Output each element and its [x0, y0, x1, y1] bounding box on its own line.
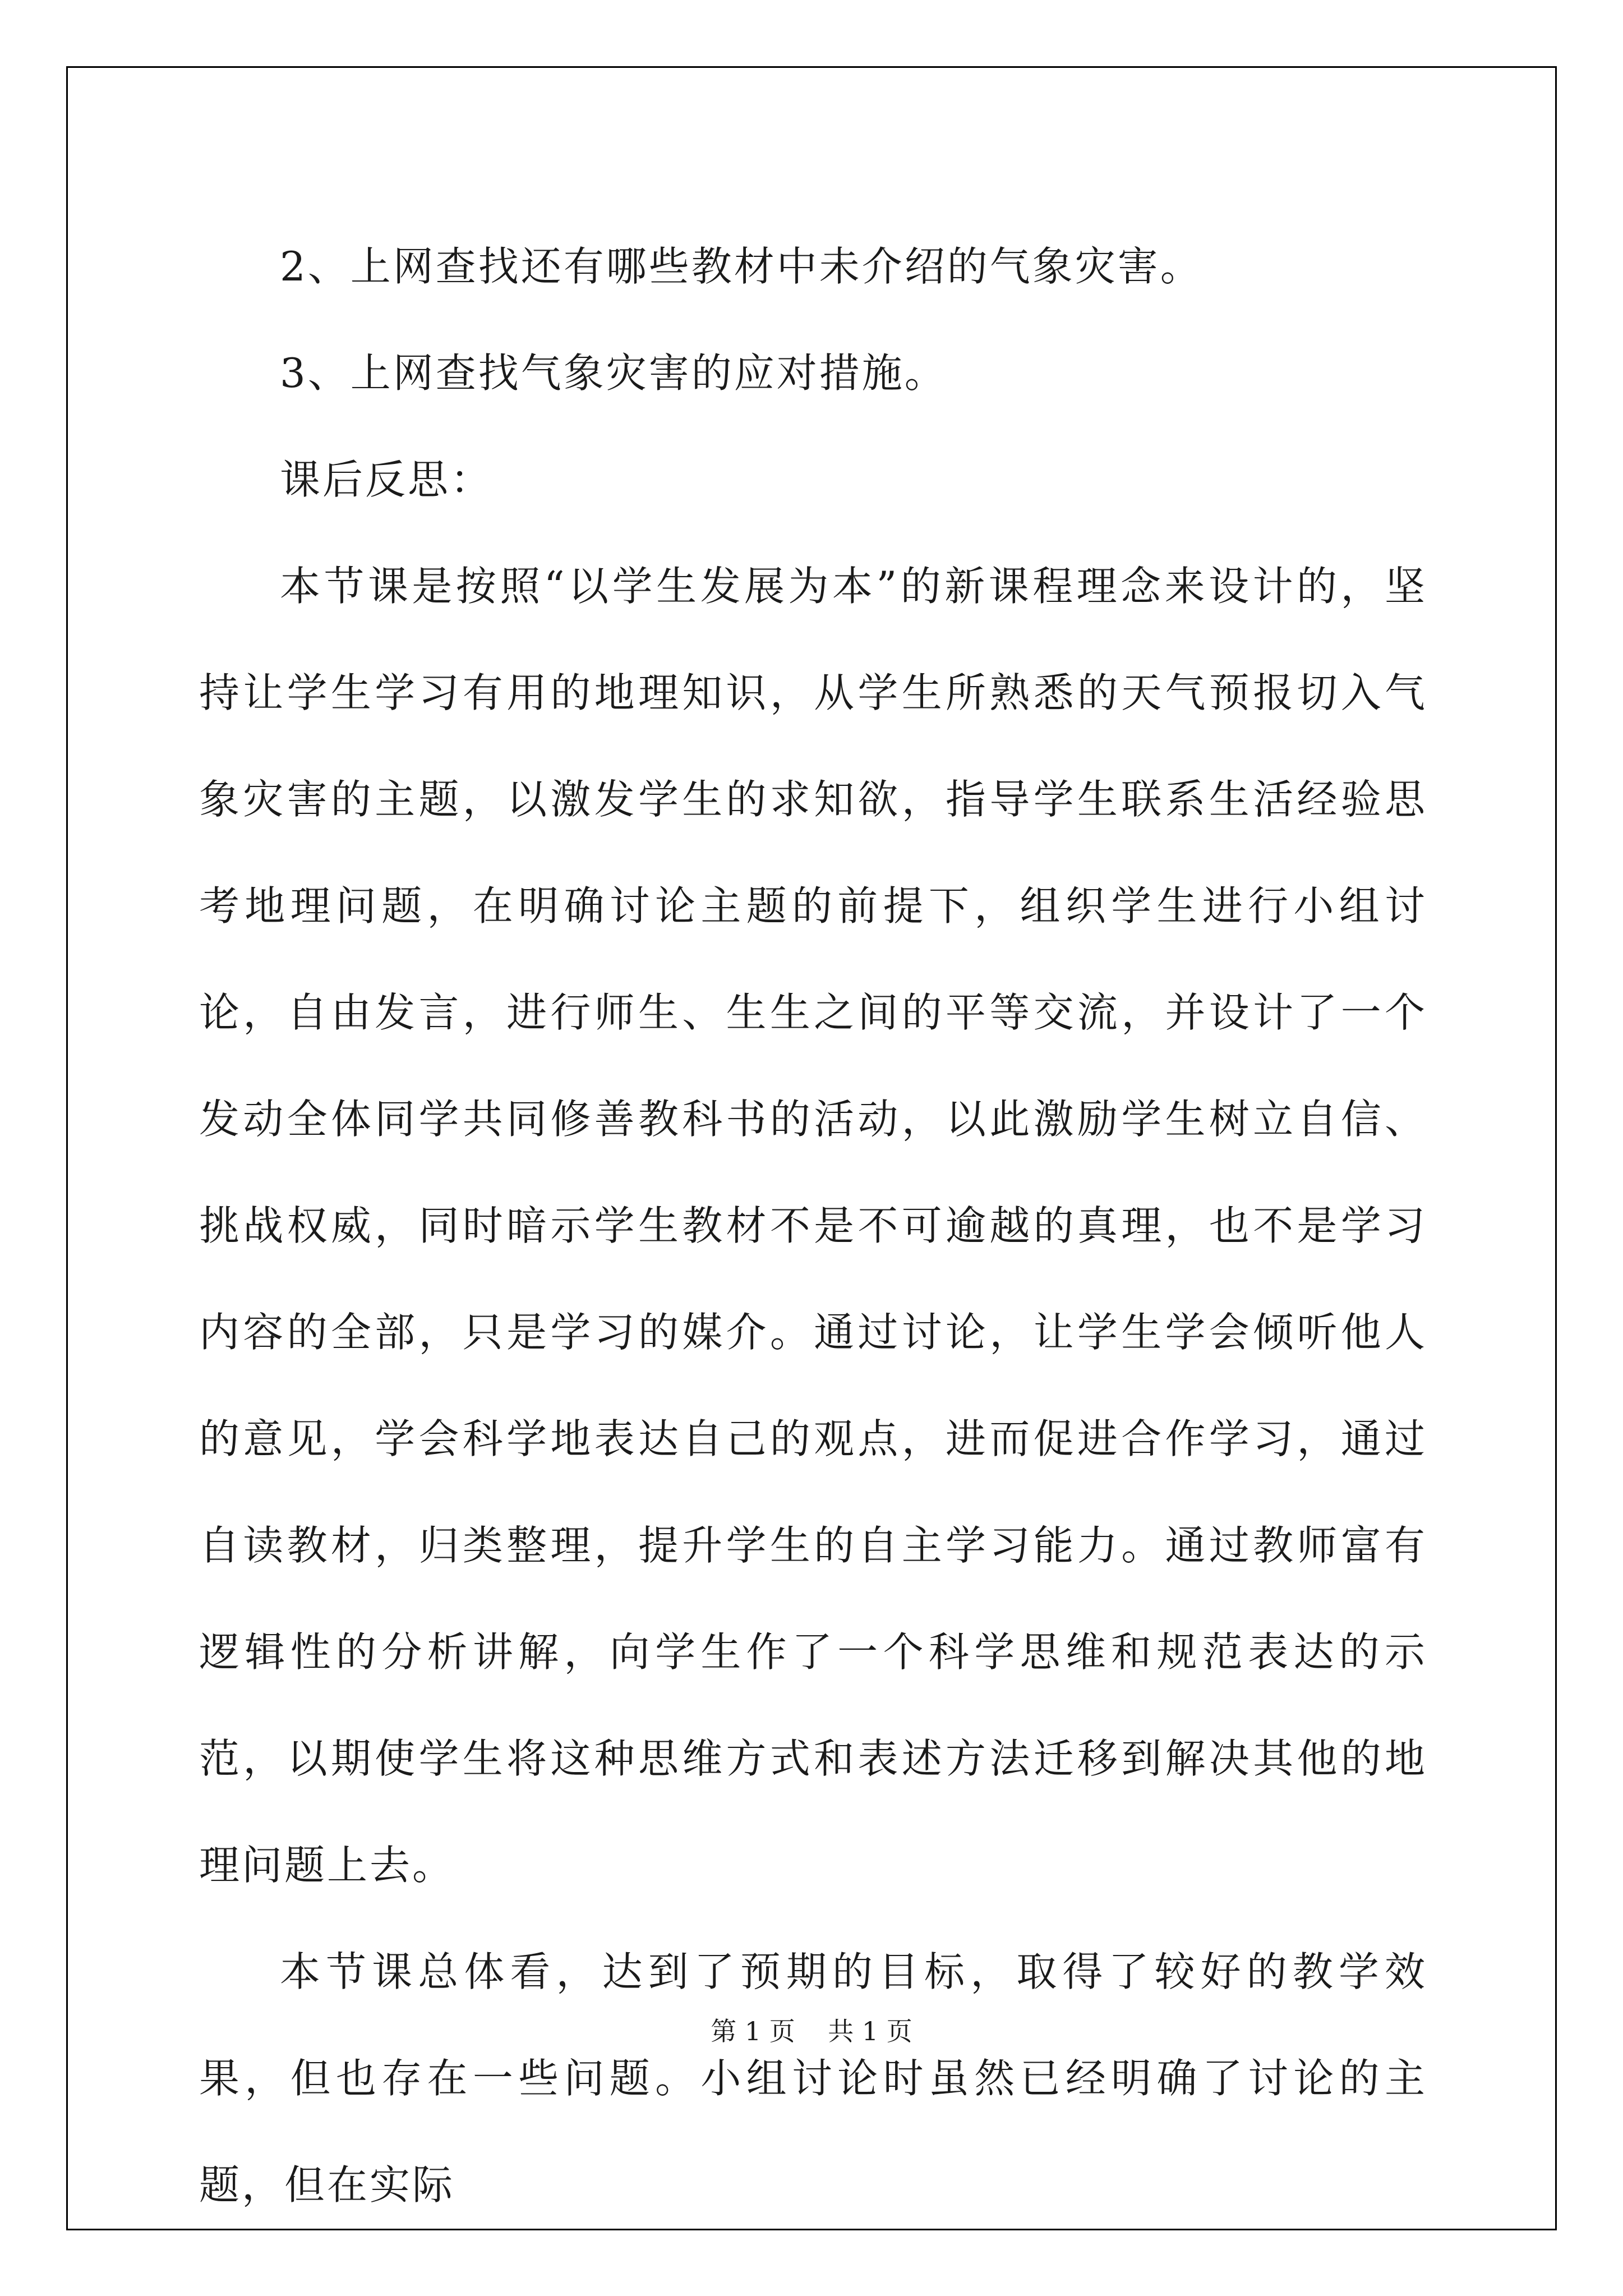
paragraph-4: 本节课是按照“以学生发展为本”的新课程理念来设计的，坚持让学生学习有用的地理知识，从学生所熟悉的天气预报切入气象灾害的主题，以激发学生的求知欲，指导学生联系生活经验思考地理问题，在明确讨论主题的前提下，组织学生进行小组讨论，自由发言，进行师生、生生之间的平等交流，并设计了一个发动全体同学共同修善教科书的活动，以此激励学生树立自信、挑战权威，同时暗示学生教材不是不可逾越的真理，也不是学习内容的全部，只是学习的媒介。通过讨论，让学生学会倾听他人的意见，学会科学地表达自己的观点，进而促进合作学习，通过自读教材，归类整理，提升学生的自主学习能力。通过教师富有逻辑性的分析讲解，向学生作了一个科学思维和规范表达的示范，以期使学生将这种思维方式和表述方法迁移到解决其他的地理问题上去。	[199, 563, 1427, 1889]
page-number-footer: 第 1 页 共 1 页	[711, 2016, 912, 2046]
paragraph-2: 3、上网查找气象灾害的应对措施。	[280, 349, 947, 397]
paragraph-heading-reflection: 课后反思：	[280, 456, 494, 503]
paragraph-1: 2、上网查找还有哪些教材中未介绍的气象灾害。	[280, 243, 1203, 290]
document-body	[199, 213, 1427, 2238]
paragraph-5: 本节课总体看，达到了预期的目标，取得了较好的教学效果，但也存在一些问题。小组讨论时虽然已经明确了讨论的主题，但在实际	[199, 1948, 1427, 2208]
